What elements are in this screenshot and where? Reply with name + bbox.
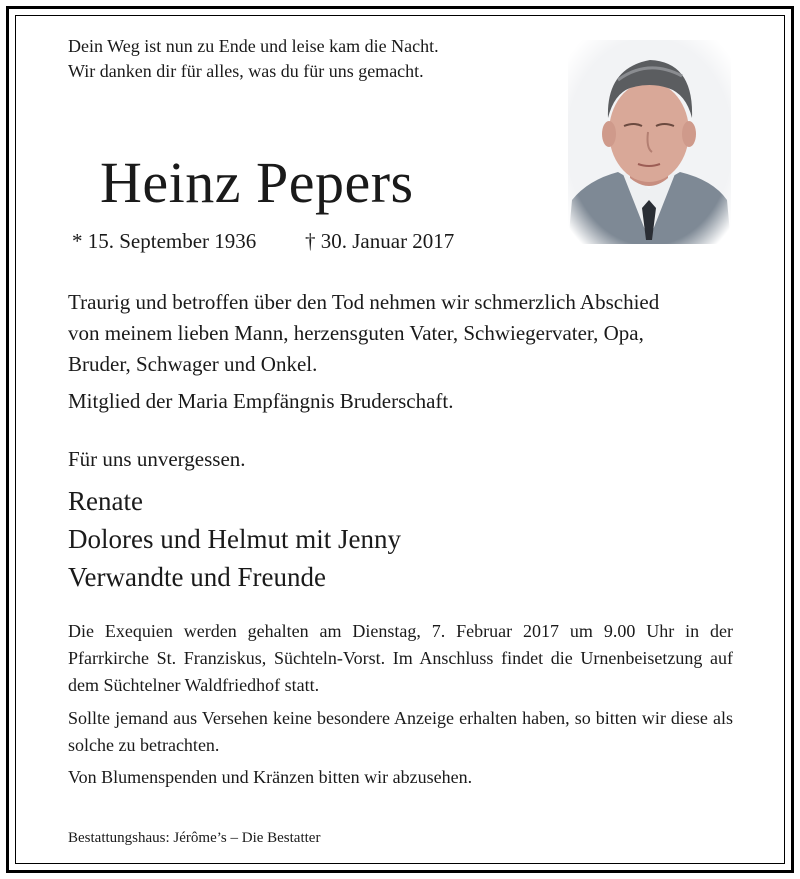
unforgotten-text: Für uns unvergessen.: [68, 447, 246, 471]
notice-text: Sollte jemand aus Versehen keine besondere Anzeige erhalten haben, so bitten wir diese als solche zu betrachten.: [68, 708, 733, 755]
flowers-text: Von Blumenspenden und Kränzen bitten wir abzusehen.: [68, 767, 473, 787]
birth-date: * 15. September 1936: [72, 229, 257, 253]
announcement-line-1: Traurig und betroffen über den Tod nehmen wir schmerzlich Abschied: [68, 290, 660, 314]
portrait-photo: [568, 40, 731, 244]
mourner-dolores-helmut: Dolores und Helmut mit Jenny: [68, 524, 401, 554]
announcement-line-2: von meinem lieben Mann, herzensguten Vater, Schwiegervater, Opa,: [68, 321, 644, 345]
mourner-relatives: Verwandte und Freunde: [68, 562, 326, 592]
funeral-home: Bestattungshaus: Jérôme’s – Die Bestatter: [68, 830, 321, 846]
exequies-text: Die Exequien werden gehalten am Dienstag, 7. Februar 2017 um 9.00 Uhr in der Pfarrkirche St. Franziskus, Süchteln-Vorst. Im Anschluss findet die Urnenbeisetzung auf dem Süchtelner Waldfriedhof statt.: [68, 621, 733, 695]
announcement-line-3: Bruder, Schwager und Onkel.: [68, 352, 318, 376]
membership-text: Mitglied der Maria Empfängnis Bruderschaft.: [68, 389, 454, 413]
death-date: † 30. Januar 2017: [305, 229, 455, 253]
motto-line-2: Wir danken dir für alles, was du für uns gemacht.: [68, 61, 424, 81]
motto-verse: [68, 34, 439, 84]
motto-line-1: Dein Weg ist nun zu Ende und leise kam die Nacht.: [68, 36, 439, 56]
mourners-list: [68, 482, 401, 596]
mourner-renate: Renate: [68, 486, 143, 516]
deceased-name: Heinz Pepers: [100, 150, 414, 215]
announcement-text: [68, 287, 659, 380]
